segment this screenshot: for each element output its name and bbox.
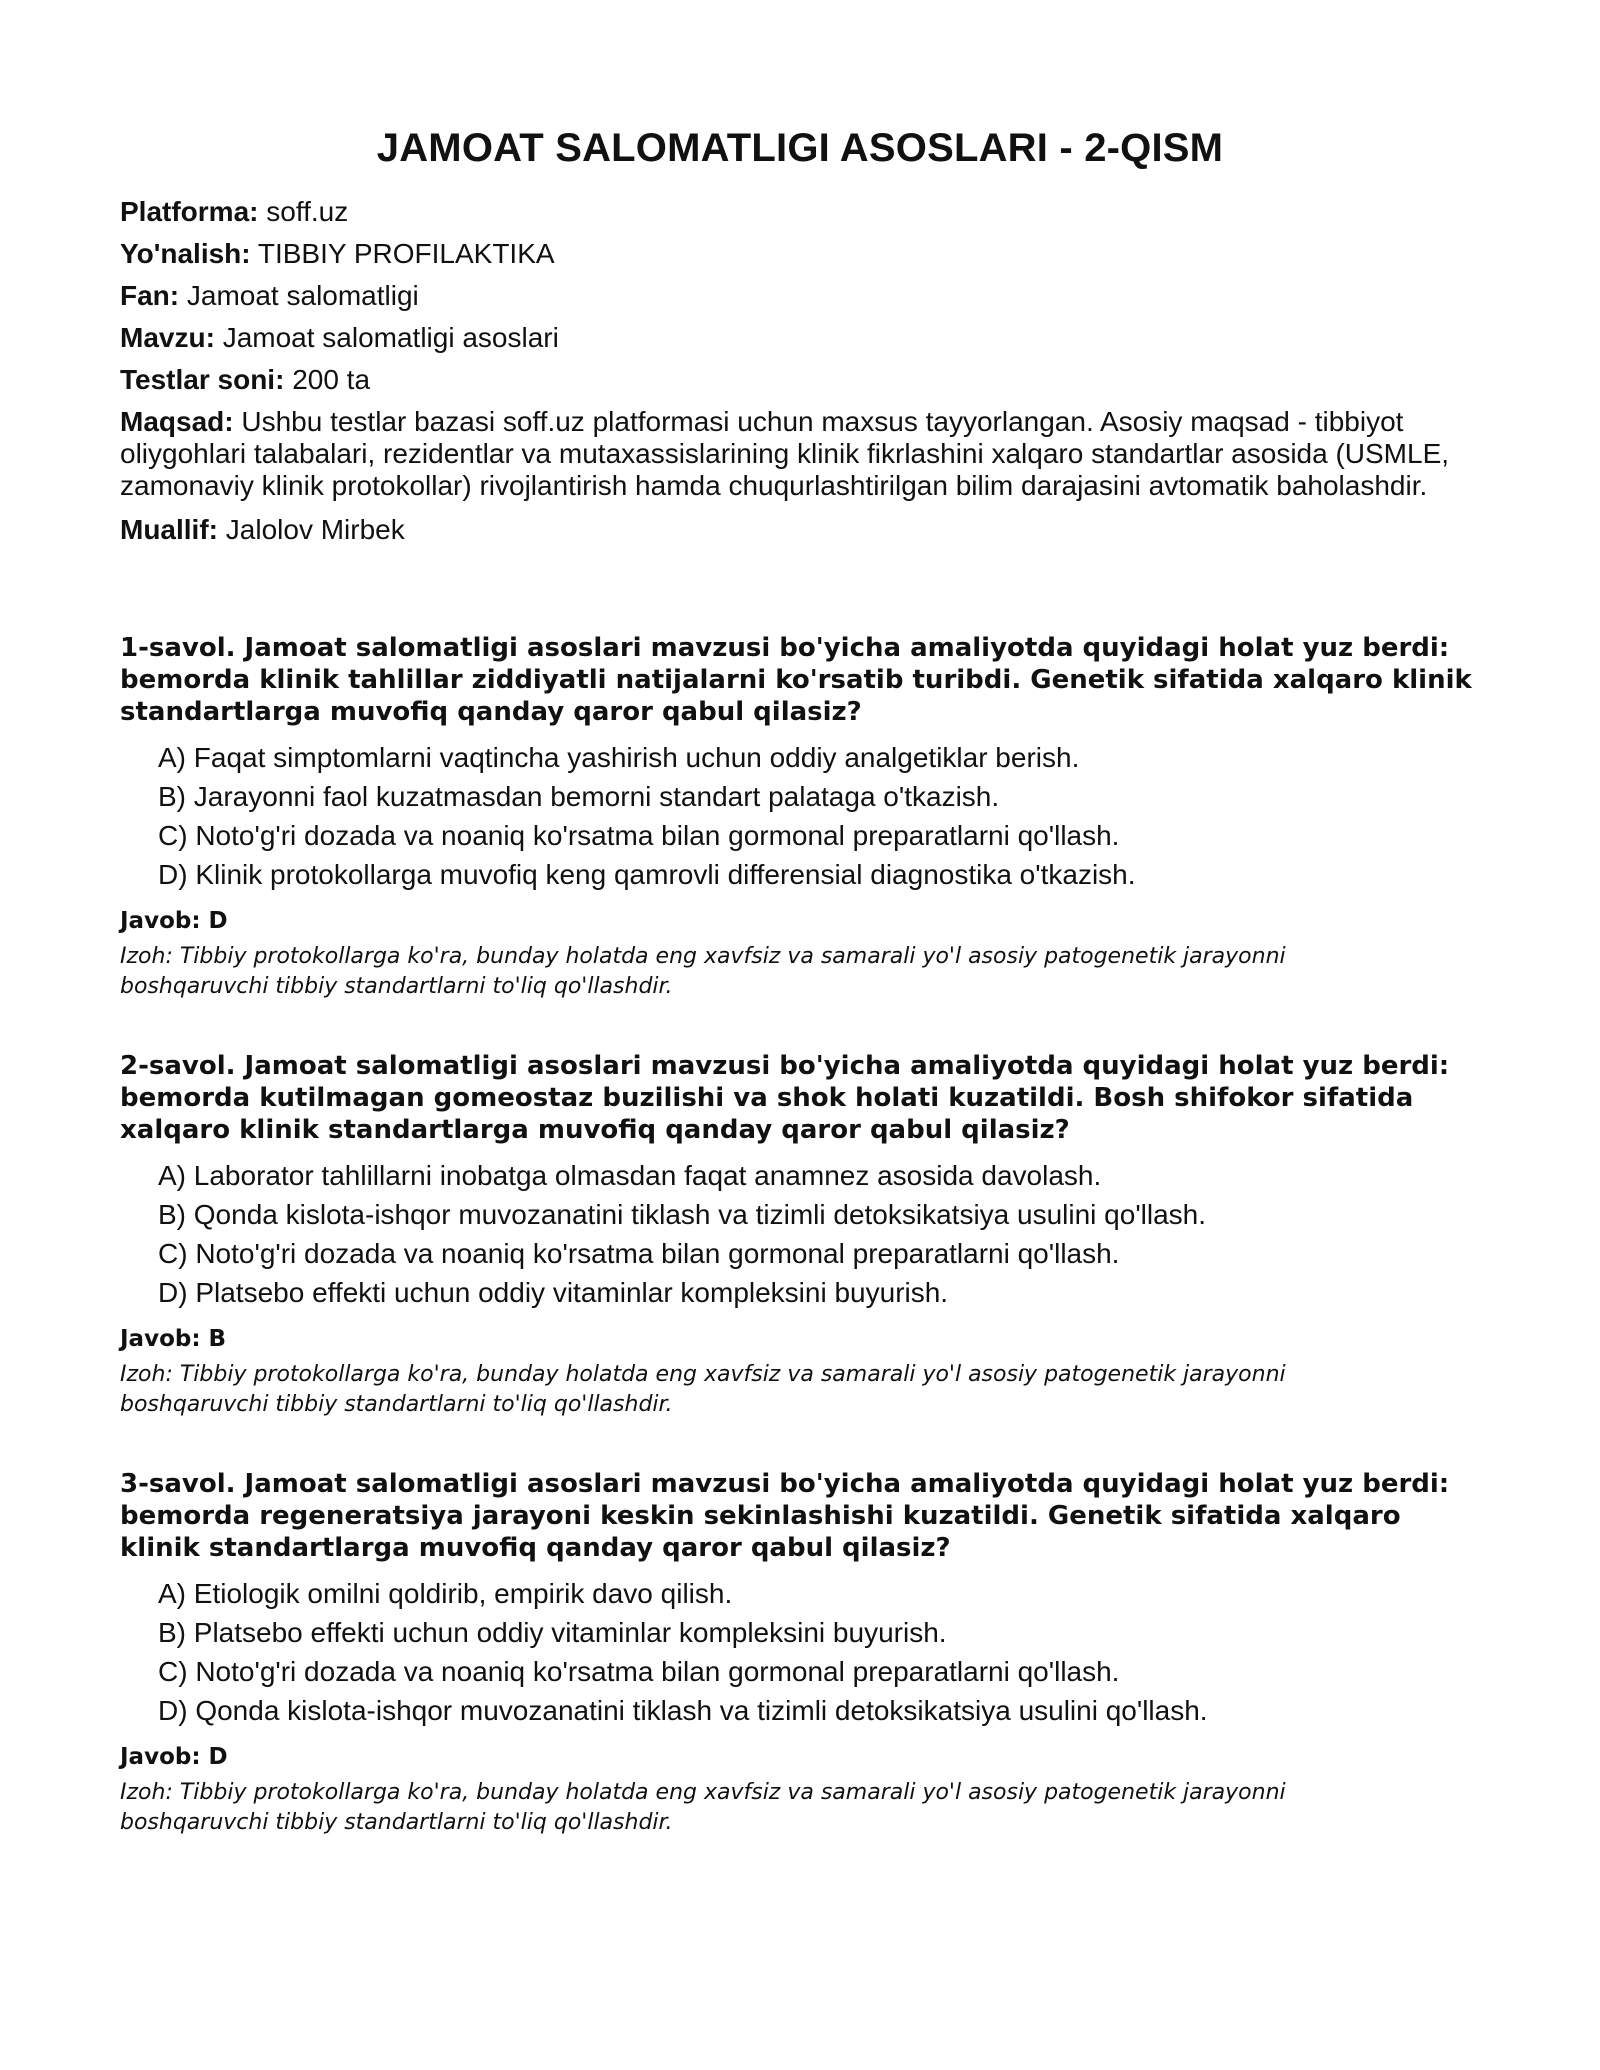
answer-explanation: Izoh: Tibbiy protokollarga ko'ra, bunday holatda eng xavfsiz va samarali yo'l asosiy patogenetik jarayonni boshqaruvchi tibbiy standartlarni to'liq qo'llashdir.: [120, 1362, 1286, 1417]
meta-platforma: [120, 196, 1480, 228]
meta-yonalish: [120, 238, 1480, 270]
answer-explanation: Izoh: Tibbiy protokollarga ko'ra, bunday holatda eng xavfsiz va samarali yo'l asosiy patogenetik jarayonni boshqaruvchi tibbiy standartlarni to'liq qo'llashdir.: [120, 1780, 1286, 1835]
option-b: B) Platsebo effekti uchun oddiy vitaminlar kompleksini buyurish.: [158, 1617, 947, 1648]
meta-mavzu: [120, 322, 1480, 354]
meta-key: Mavzu:: [120, 322, 215, 353]
question-1: [120, 632, 1480, 1002]
option-d: D) Klinik protokollarga muvofiq keng qamrovli differensial diagnostika o'tkazish.: [158, 859, 1136, 890]
meta-key: Maqsad:: [120, 406, 234, 437]
meta-fan: [120, 280, 1480, 312]
meta-key: Yo'nalish:: [120, 238, 251, 269]
option-a: A) Faqat simptomlarni vaqtincha yashirish uchun oddiy analgetiklar berish.: [158, 742, 1080, 773]
option-b: B) Qonda kislota-ishqor muvozanatini tiklash va tizimli detoksikatsiya usulini qo'llash.: [158, 1199, 1207, 1230]
meta-key: Platforma:: [120, 196, 259, 227]
option-a: A) Etiologik omilni qoldirib, empirik davo qilish.: [158, 1578, 733, 1609]
document-meta: [120, 196, 1480, 546]
question-text: 3-savol. Jamoat salomatligi asoslari mavzusi bo'yicha amaliyotda quyidagi holat yuz berdi: bemorda regeneratsiya jarayoni keskin sekinlashishi kuzatildi. Genetik sifatida xalqaro klinik standartlarga muvofiq qanday qaror qabul qilasiz?: [120, 1469, 1450, 1563]
question-list: [120, 632, 1480, 1838]
document-title: JAMOAT SALOMATLIGI ASOSLARI - 2-QISM: [376, 126, 1224, 170]
meta-key: Muallif:: [120, 514, 218, 545]
answer-key: Javob: D: [120, 1744, 228, 1770]
question-text: 2-savol. Jamoat salomatligi asoslari mavzusi bo'yicha amaliyotda quyidagi holat yuz berdi: bemorda kutilmagan gomeostaz buzilishi va shok holati kuzatildi. Bosh shifokor sifatida xalqaro klinik standartlarga muvofiq qanday qaror qabul qilasiz?: [120, 1051, 1450, 1145]
meta-value: TIBBIY PROFILAKTIKA: [257, 238, 555, 269]
meta-key: Fan:: [120, 280, 180, 311]
meta-value: Jalolov Mirbek: [225, 514, 405, 545]
option-d: D) Qonda kislota-ishqor muvozanatini tiklash va tizimli detoksikatsiya usulini qo'llash.: [158, 1695, 1208, 1726]
answer-options: [120, 738, 1480, 894]
meta-value: Jamoat salomatligi: [186, 280, 419, 311]
meta-value: Ushbu testlar bazasi soff.uz platformasi uchun maxsus tayyorlangan. Asosiy maqsad - tibbiyot oliygohlari talabalari, rezidentlar va mutaxassislarining klinik fikrlashini xalqaro standartlar asosida (USMLE, zamonaviy klinik protokollar) rivojlantirish hamda chuqurlashtirilgan bilim darajasini avtomatik baholashdir.: [120, 406, 1450, 501]
meta-value: soff.uz: [266, 196, 349, 227]
answer-key: Javob: D: [120, 908, 228, 934]
option-b: B) Jarayonni faol kuzatmasdan bemorni standart palataga o'tkazish.: [158, 781, 1000, 812]
answer-key: Javob: B: [120, 1326, 227, 1352]
option-c: C) Noto'g'ri dozada va noaniq ko'rsatma bilan gormonal preparatlarni qo'llash.: [158, 1238, 1120, 1269]
option-c: C) Noto'g'ri dozada va noaniq ko'rsatma bilan gormonal preparatlarni qo'llash.: [158, 1656, 1120, 1687]
option-a: A) Laborator tahlillarni inobatga olmasdan faqat anamnez asosida davolash.: [158, 1160, 1102, 1191]
meta-maqsad: [120, 406, 1480, 502]
option-c: C) Noto'g'ri dozada va noaniq ko'rsatma bilan gormonal preparatlarni qo'llash.: [158, 820, 1120, 851]
answer-options: [120, 1574, 1480, 1730]
question-2: [120, 1050, 1480, 1420]
option-d: D) Platsebo effekti uchun oddiy vitaminlar kompleksini buyurish.: [158, 1277, 949, 1308]
meta-value: 200 ta: [292, 364, 371, 395]
question-text: 1-savol. Jamoat salomatligi asoslari mavzusi bo'yicha amaliyotda quyidagi holat yuz berdi: bemorda klinik tahlillar ziddiyatli natijalarni ko'rsatib turibdi. Genetik sifatida xalqaro klinik standartlarga muvofiq qanday qaror qabul qilasiz?: [120, 633, 1472, 727]
meta-muallif: [120, 514, 1480, 546]
question-3: [120, 1468, 1480, 1838]
meta-testlar-soni: [120, 364, 1480, 396]
answer-explanation: Izoh: Tibbiy protokollarga ko'ra, bunday holatda eng xavfsiz va samarali yo'l asosiy patogenetik jarayonni boshqaruvchi tibbiy standartlarni to'liq qo'llashdir.: [120, 944, 1286, 999]
meta-value: Jamoat salomatligi asoslari: [222, 322, 559, 353]
answer-options: [120, 1156, 1480, 1312]
meta-key: Testlar soni:: [120, 364, 285, 395]
